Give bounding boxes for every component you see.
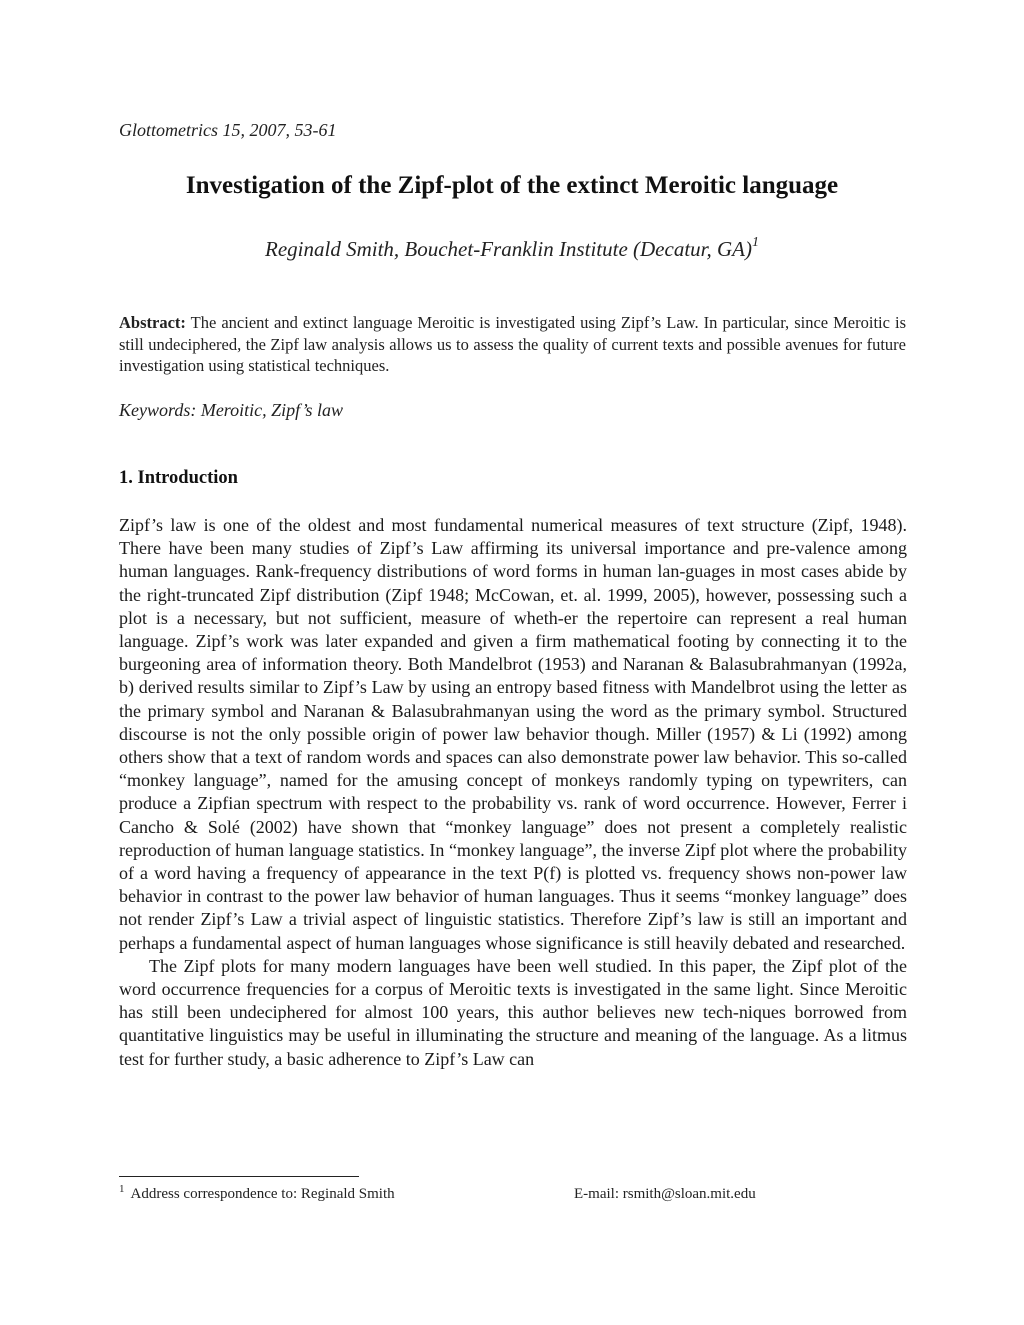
keywords: Keywords: Meroitic, Zipf’s law (119, 400, 343, 420)
abstract (119, 312, 906, 377)
author-footnote-mark: 1 (751, 235, 759, 250)
paragraph: Zipf’s law is one of the oldest and most fundamental numerical measures of text structure (Zipf, 1948). There have been many studies of Zipf’s Law affirming its universal importance and pre-valence among human languages. Rank-frequency distributions of word forms in human lan-guages in most cases abide by the right-truncated Zipf distribution (Zipf 1948; McCowan, et. al. 1999, 2005), however, possessing such a plot is a necessary, but not sufficient, measure of wheth-er the repertoire can represent a real human language. Zipf’s work was later expanded and given a firm mathematical footing by connecting it to the burgeoning area of information theory. Both Mandelbrot (1953) and Naranan & Balasubrahmanyan (1992a, b) derived results similar to Zipf’s Law by using an entropy based fitness with Mandelbrot using the letter as the primary symbol and Naranan & Balasubrahmanyan using the word as the primary symbol. Structured discourse is not the only possible origin of power law behavior though. Miller (1957) & Li (1992) among others show that a text of random words and spaces can also demonstrate power law behavior. This so-called “monkey language”, named for the amusing concept of monkeys randomly typing on typewriters, can produce a Zipfian spectrum with respect to the probability vs. rank of word occurrence. However, Ferrer i Cancho & Solé (2002) have shown that “monkey language” does not present a completely realistic reproduction of human language statistics. In “monkey language”, the inverse Zipf plot where the probability of a word having a frequency of appearance in the text P(f) is plotted vs. frequency shows non-power law behavior in contrast to the power law behavior of human languages. Thus it seems “monkey language” does not render Zipf’s Law a trivial aspect of linguistic statistics. Therefore Zipf’s law is still an important and perhaps a fundamental aspect of human languages whose significance is still heavily debated and researched. (119, 515, 907, 953)
footnote (119, 1183, 819, 1203)
footnote-text: Address correspondence to: Reginald Smith (130, 1186, 395, 1202)
abstract-label: Abstract: (119, 313, 186, 332)
footnote-email: E-mail: rsmith@sloan.mit.edu (574, 1186, 756, 1202)
paper-title: Investigation of the Zipf-plot of the extinct Meroitic language (185, 172, 839, 199)
section-heading-introduction: 1. Introduction (119, 468, 238, 488)
footnote-mark: 1 (119, 1183, 125, 1195)
footnote-divider (119, 1176, 359, 1177)
author-name: Reginald Smith, Bouchet-Franklin Institute (Decatur, GA) (265, 237, 752, 261)
paragraph: The Zipf plots for many modern languages have been well studied. In this paper, the Zipf plot of the word occurrence frequencies for a corpus of Meroitic texts is investigated in the same light. Since Meroitic has still been undeciphered for almost 100 years, this author believes new tech-niques borrowed from quantitative linguistics may be useful in illuminating the structure and meaning of the language. As a litmus test for further study, a basic adherence to Zipf’s Law can (119, 955, 907, 1069)
abstract-text: The ancient and extinct language Meroitic is investigated using Zipf’s Law. In particular, since Meroitic is still undeciphered, the Zipf law analysis allows us to assess the quality of current texts and possible avenues for future investigation using statistical techniques. (119, 313, 906, 375)
journal-citation: Glottometrics 15, 2007, 53-61 (119, 120, 337, 140)
introduction-body (119, 514, 907, 1071)
author-line (0, 237, 1024, 262)
